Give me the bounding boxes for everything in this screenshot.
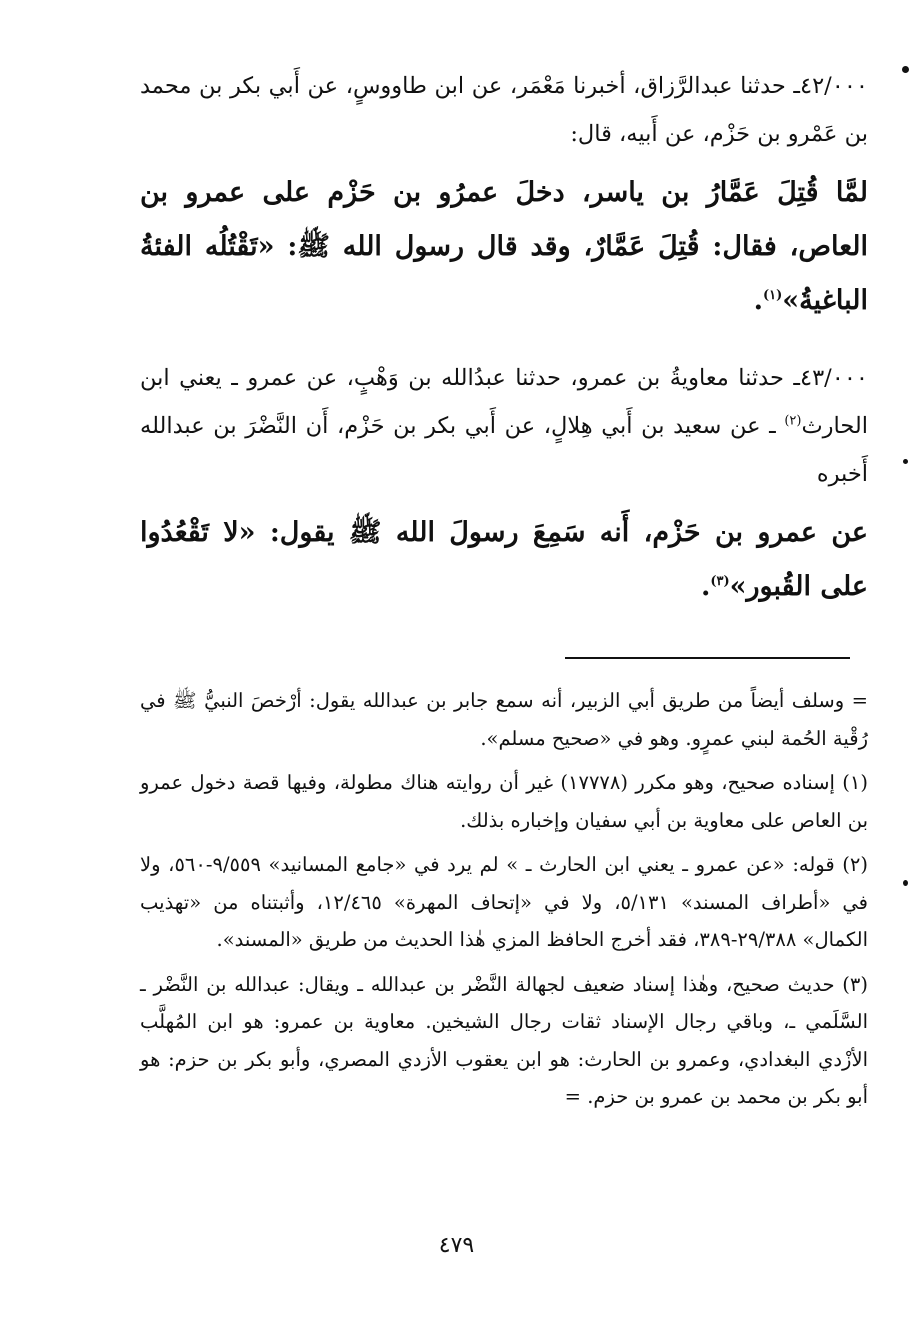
footnote-marker-3: (٣) (710, 574, 730, 589)
paragraph-text: عن عمرو بن حَزْم، أَنه سَمِعَ رسولَ الله ﷺ يقول: «لا تَقْعُدُوا على القُبور» (140, 517, 868, 602)
hadith-43-isnad (140, 354, 868, 498)
footnote-2: (٢) قوله: «عن عمرو ـ يعني ابن الحارث ـ » لم يرد في «جامع المسانيد» ٩/٥٥٩-٥٦٠، ولا في «أطراف المسند» ٥/١٣١، ولا في «إتحاف المهرة» ١٢/٤٦٥، وأثبتناه من «تهذيب الكمال» ٢٩/٣٨٨-٣٨٩، فقد أخرج الحافظ المزي هٰذا الحديث من طريق «المسند». (140, 853, 868, 951)
footnote-1: (١) إسناده صحيح، وهو مكرر (١٧٧٧٨) غير أن روايته هناك مطولة، وفيها قصة دخول عمرو بن العاص على معاوية بن أبي سفيان وإخباره بذلك. (140, 771, 868, 832)
hadith-42-matn (140, 166, 868, 328)
margin-mark (903, 880, 908, 886)
hadith-42-isnad (140, 62, 868, 158)
page-number: ٤٧٩ (438, 1233, 475, 1258)
paragraph-text: لمَّا قُتِلَ عَمَّارُ بن ياسر، دخلَ عمرُو بن حَزْم على عمرو بن العاص، فقال: قُتِلَ عَمَّارٌ، وقد قال رسول الله ﷺ: «تَقْتُلُه الفئةُ الباغيةُ» (140, 177, 868, 316)
footnote-separator (565, 657, 850, 659)
paragraph-text: ٤٢/٠٠٠ـ حدثنا عبدالرَّزاق، أخبرنا مَعْمَر، عن ابن طاووسٍ، عن أَبي بكر بن محمد بن عَمْرو بن حَزْم، عن أَبيه، قال: (140, 73, 868, 147)
paragraph-text: ٤٣/٠٠٠ـ حدثنا معاويةُ بن عمرو، حدثنا عبدُالله بن وَهْبٍ، عن عمرو ـ يعني ابن الحارث (140, 365, 868, 439)
footnote-3: (٣) حديث صحيح، وهٰذا إسناد ضعيف لجهالة النَّضْر بن عبدالله ـ ويقال: عبدالله بن النَّضْر ـ السَّلَمي ـ، وباقي رجال الإسناد ثقات رجال الشيخين. معاوية بن عمرو: هو ابن المُهلَّب الأزْدي البغدادي، وعمرو بن الحارث: هو ابن يعقوب الأزدي المصري، وأبو بكر بن حزم: هو أبو بكر بن محمد بن عمرو بن حزم. = (140, 972, 868, 1108)
main-text (140, 62, 868, 640)
footnotes (140, 682, 868, 1123)
paragraph-tail: . (700, 571, 711, 602)
margin-mark (902, 66, 909, 73)
paragraph-tail: . (753, 285, 763, 316)
margin-mark (903, 459, 908, 464)
paragraph-tail: ـ عن سعيد بن أَبي هِلالٍ، عن أَبي بكر بن حَزْم، أَن النَّضْرَ بن عبدالله أَخبره (140, 413, 868, 487)
hadith-43-matn (140, 506, 868, 614)
footnote-marker-2: (٢) (784, 413, 802, 429)
footnote-marker-1: (١) (762, 288, 783, 303)
footnote-continued: = وسلف أيضاً من طريق أبي الزبير، أنه سمع جابر بن عبدالله يقول: أرْخصَ النبيُّ ﷺ في رُقْية الحُمة لبني عمرٍو. وهو في «صحيح مسلم». (140, 689, 868, 750)
